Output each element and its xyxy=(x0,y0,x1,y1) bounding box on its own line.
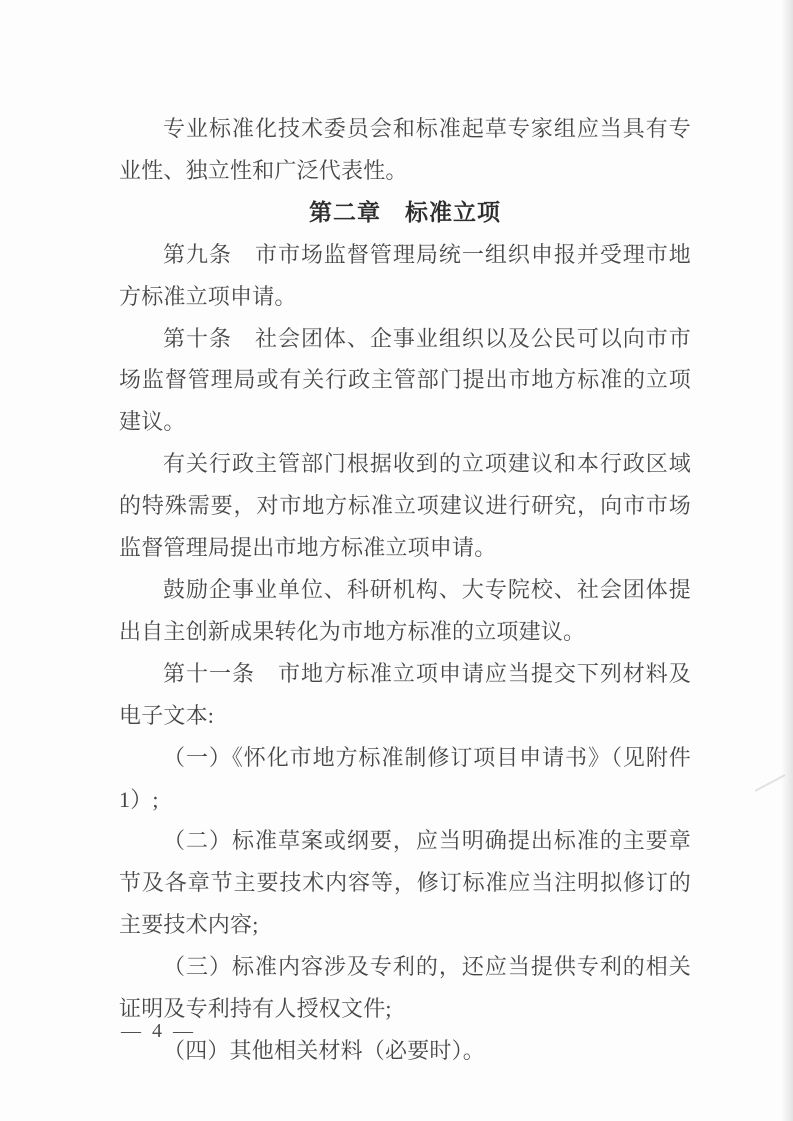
paragraph: 第十一条 市地方标准立项申请应当提交下列材料及电子文本: xyxy=(119,660,691,728)
page-edge-shadow xyxy=(781,0,793,1121)
paragraph: （二）标准草案或纲要，应当明确提出标准的主要章节及各章节主要技术内容等，修订标准应当注明拟修订的主要技术内容; xyxy=(119,828,691,938)
scan-artifact xyxy=(755,774,786,792)
document-body xyxy=(119,108,691,1072)
chapter-heading: 第二章 标准立项 xyxy=(309,198,501,225)
paragraph: 第十条 社会团体、企事业组织以及公民可以向市市场监督管理局或有关行政主管部门提出市地方标准的立项建议。 xyxy=(119,325,691,435)
paragraph: 专业标准化技术委员会和标准起草专家组应当具有专业性、独立性和广泛代表性。 xyxy=(119,116,691,183)
paragraph: 有关行政主管部门根据收到的立项建议和本行政区域的特殊需要，对市地方标准立项建议进行研究，向市市场监督管理局提出市地方标准立项申请。 xyxy=(119,451,691,561)
paragraph: （三）标准内容涉及专利的，还应当提供专利的相关证明及专利持有人授权文件; xyxy=(119,954,691,1022)
paragraph: （四）其他相关材料（必要时）。 xyxy=(163,1037,486,1063)
paragraph: 第九条 市市场监督管理局统一组织申报并受理市地方标准立项申请。 xyxy=(119,241,691,309)
paragraph: （一）《怀化市地方标准制修订项目申请书》（见附件 1）; xyxy=(119,744,691,812)
page-number: — 4 — xyxy=(121,1020,196,1042)
paragraph: 鼓励企事业单位、科研机构、大专院校、社会团体提出自主创新成果转化为市地方标准的立项建议。 xyxy=(119,576,691,644)
